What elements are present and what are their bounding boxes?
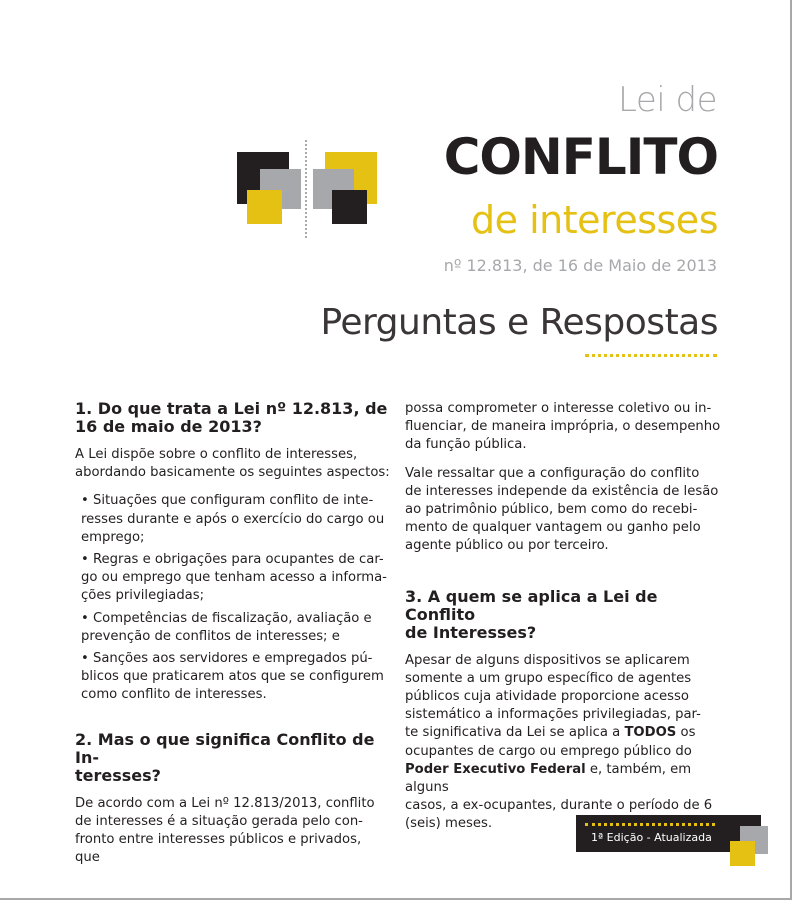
text-line: go ou emprego que tenham acesso a informa- <box>81 570 387 586</box>
text-line: 3. A quem se aplica a Lei de Conflito <box>405 586 658 624</box>
text-line: ções privilegiadas; <box>81 588 205 604</box>
badge-yellow-square <box>730 841 755 866</box>
paragraph <box>75 795 390 868</box>
logo-yellow-square <box>247 190 282 224</box>
text-line: somente a um grupo específico de agentes <box>405 670 692 686</box>
text-line: • Situações que configuram conflito de inte- <box>81 493 374 509</box>
text-line: (seis) meses. <box>405 816 493 832</box>
title-main: CONFLITO <box>443 128 718 186</box>
text-line: Apesar de alguns dispositivos se aplicarem <box>405 652 690 668</box>
text-line: sistemático a informações privilegiadas, par- <box>405 707 701 723</box>
text-line: blicos que praticarem atos que se configurem <box>81 669 384 685</box>
text-line: prevenção de conflitos de interesses; e <box>81 628 340 644</box>
text-line: da função pública. <box>405 437 527 453</box>
text-span: te significativa da Lei se aplica a <box>405 725 625 741</box>
text-line: abordando basicamente os seguintes aspectos: <box>75 465 390 481</box>
edition-label: 1ª Edição - Atualizada <box>591 831 712 844</box>
section-heading <box>75 400 390 436</box>
text-line: • Regras e obrigações para ocupantes de car- <box>81 552 384 568</box>
subtitle: Perguntas e Respostas <box>320 302 718 343</box>
text-line: • Sanções aos servidores e empregados pú- <box>81 651 373 667</box>
text-line: públicos cuja atividade proporcione acesso <box>405 689 689 705</box>
text-line: possa comprometer o interesse coletivo ou in- <box>405 401 712 416</box>
text-line: ocupantes de cargo ou emprego público do <box>405 743 692 759</box>
law-number: nº 12.813, de 16 de Maio de 2013 <box>443 256 717 275</box>
text-line: De acordo com a Lei nº 12.813/2013, conflito <box>75 795 375 811</box>
list-item <box>75 492 390 547</box>
logo-black-square <box>332 190 367 224</box>
emphasis-text: TODOS <box>624 725 677 741</box>
spacer <box>75 709 390 731</box>
paragraph <box>75 446 390 482</box>
text-line: Vale ressaltar que a configuração do conflito <box>405 465 700 481</box>
title-line1: Lei de <box>617 80 717 120</box>
text-line: 1. Do que trata a Lei nº 12.813, de <box>75 399 388 418</box>
text-line: de interesses é a situação gerada pelo con- <box>75 813 363 829</box>
text-line: fronto entre interesses públicos e privados, que <box>75 832 362 866</box>
right-column <box>405 400 725 844</box>
text-line: 16 de maio de 2013? <box>75 417 262 436</box>
text-line: de interesses independe da existência de lesão <box>405 483 719 499</box>
text-line: teresses? <box>75 765 161 785</box>
text-line: como conflito de interesses. <box>81 687 267 703</box>
text-line: emprego; <box>81 529 145 545</box>
title-line3: de interesses <box>471 198 718 242</box>
left-column <box>75 400 390 877</box>
text-line <box>405 724 725 742</box>
text-span: os <box>676 725 696 741</box>
paragraph <box>405 400 725 455</box>
list-item <box>75 551 390 606</box>
text-line: A Lei dispõe sobre o conflito de interesses, <box>75 447 358 462</box>
list-item <box>75 610 390 646</box>
paragraph <box>405 652 725 834</box>
spacer <box>405 566 725 588</box>
text-span: e, também, em alguns <box>405 761 692 796</box>
list-item <box>75 650 390 705</box>
text-line: de Interesses? <box>405 622 537 642</box>
section-heading <box>75 731 390 785</box>
logo-divider <box>305 140 307 238</box>
text-line: fluenciar, de maneira imprópria, o desempenho <box>405 419 721 435</box>
emphasis-text: Poder Executivo Federal <box>405 761 586 777</box>
section-heading <box>405 588 725 642</box>
text-line: • Competências de fiscalização, avaliação e <box>81 610 372 626</box>
text-line: 2. Mas o que significa Conflito de In- <box>75 729 375 767</box>
text-line: casos, a ex-ocupantes, durante o período de 6 <box>405 798 713 814</box>
dotted-divider <box>585 354 717 357</box>
text-line: agente público ou por terceiro. <box>405 538 609 554</box>
text-line: resses durante e após o exercício do cargo ou <box>81 511 385 527</box>
text-line: ao patrimônio público, bem como do recebi- <box>405 502 698 518</box>
badge-dots <box>585 823 715 826</box>
paragraph <box>405 465 725 556</box>
text-line: mento de qualquer vantagem ou ganho pelo <box>405 520 701 536</box>
text-line <box>405 761 725 797</box>
